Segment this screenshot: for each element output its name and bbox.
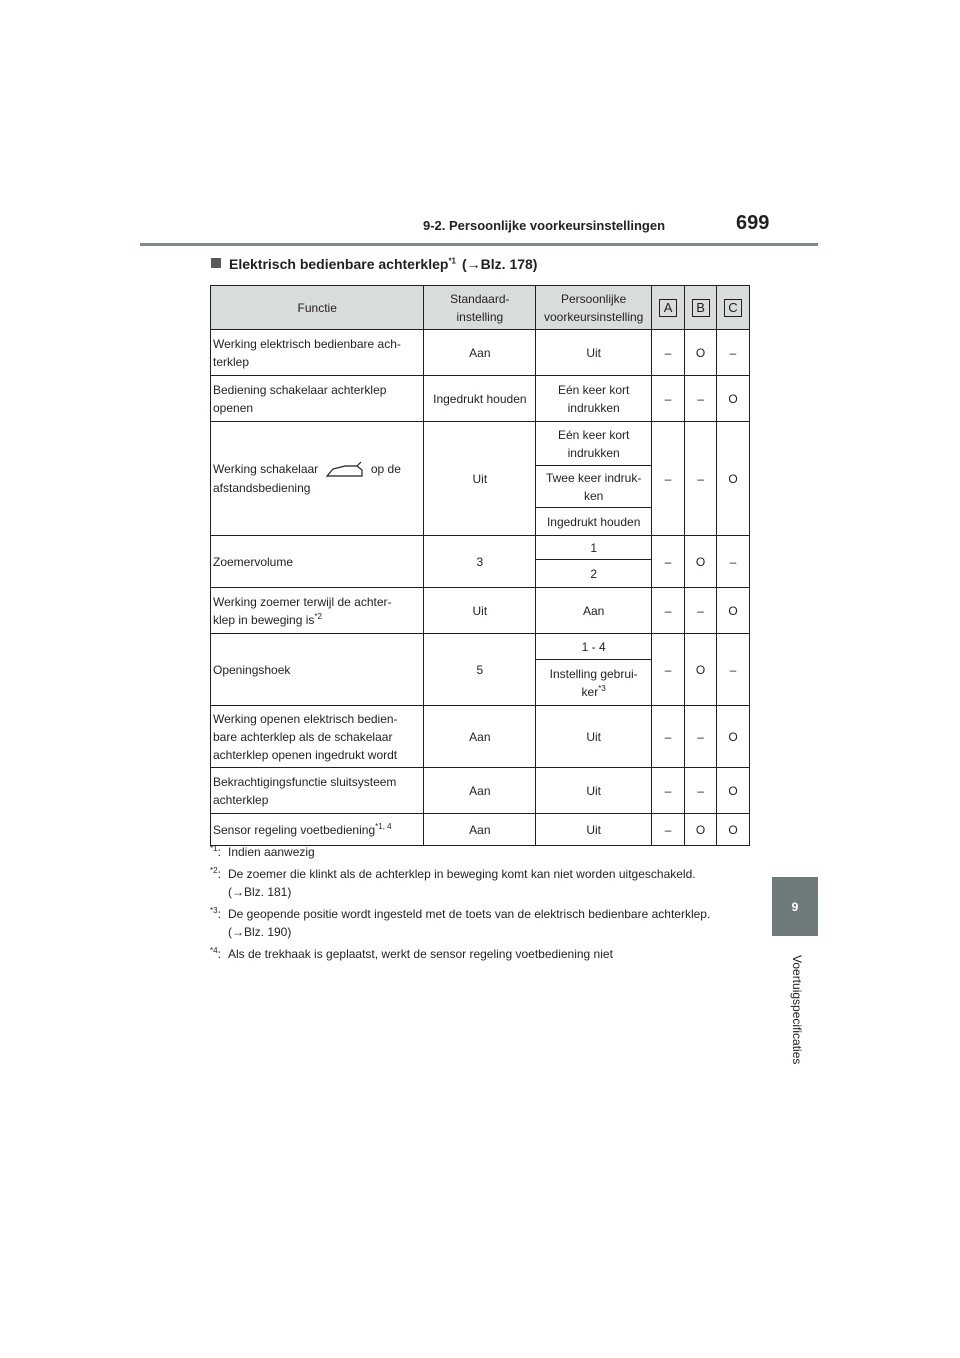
- table-row: [211, 814, 750, 846]
- row-function: [211, 588, 424, 634]
- row-b: –: [685, 422, 717, 536]
- table-header-row: [211, 286, 750, 330]
- row-personal: Uit: [536, 768, 652, 814]
- footnote-text: Als de trekhaak is geplaatst, werkt de sensor regeling voetbediening niet: [228, 947, 613, 961]
- table-row: [211, 634, 750, 660]
- footnote-mark-text: *3: [210, 906, 218, 915]
- row-function: Bekrachtigingsfunctie sluitsysteem achterklep: [211, 768, 424, 814]
- bullet-square-icon: [211, 258, 221, 268]
- row-a: –: [652, 376, 685, 422]
- header-function-label: Functie: [297, 300, 337, 315]
- row-default: Aan: [424, 768, 536, 814]
- header-a: [652, 286, 685, 330]
- footnote-mark: $^{*2}$:: [210, 866, 221, 881]
- row-personal-option-1: 1: [536, 536, 652, 560]
- row-b: O: [685, 814, 717, 846]
- row-default: Ingedrukt houden: [424, 376, 536, 422]
- row-c: O: [717, 814, 750, 846]
- table-row: [211, 706, 750, 768]
- column-b-box: B: [692, 299, 710, 317]
- footnote-mark: $^{*1}$:: [210, 844, 221, 859]
- row-function: Zoemervolume: [211, 536, 424, 588]
- row-function: Openingshoek: [211, 634, 424, 706]
- table-row: [211, 376, 750, 422]
- table-row: [211, 536, 750, 560]
- row-c: –: [717, 634, 750, 706]
- footnote-text: De zoemer die klinkt als de achterklep in beweging komt kan niet worden uitgeschakeld. (→Blz. 181): [228, 867, 696, 899]
- footnote-text: Indien aanwezig: [228, 845, 315, 859]
- section-title-reference[interactable]: (→Blz. 178): [462, 256, 538, 272]
- row-default: Aan: [424, 814, 536, 846]
- row-function-text: Sensor regeling voetbediening: [213, 822, 376, 837]
- footnote: [210, 945, 755, 963]
- row-b: –: [685, 588, 717, 634]
- row-c: O: [717, 422, 750, 536]
- row-default: Aan: [424, 706, 536, 768]
- row-personal-option-3: Ingedrukt houden: [536, 508, 652, 536]
- row-c: O: [717, 706, 750, 768]
- row-default: Uit: [424, 422, 536, 536]
- row-default: 3: [424, 536, 536, 588]
- row-c: –: [717, 330, 750, 376]
- row-personal-option-1: 1 - 4: [536, 634, 652, 660]
- section-title: [211, 256, 537, 272]
- page-number: 699: [736, 212, 770, 234]
- footnote-mark-text: *4: [210, 946, 218, 955]
- row-personal-option-2: [536, 660, 652, 706]
- footnote: [210, 865, 755, 901]
- chapter-label-wrapper: [784, 955, 804, 1075]
- row-function-footnote-mark: *1, 4: [375, 821, 392, 831]
- row-default: Uit: [424, 588, 536, 634]
- chapter-label: Voertuigspecificaties: [790, 955, 804, 1065]
- chapter-tab: 9: [772, 877, 818, 936]
- row-function: [211, 814, 424, 846]
- footnotes: [210, 843, 755, 967]
- row-personal: Uit: [536, 706, 652, 768]
- header-c: [717, 286, 750, 330]
- row-b: –: [685, 376, 717, 422]
- table-row: [211, 768, 750, 814]
- table-row: [211, 330, 750, 376]
- row-a: –: [652, 706, 685, 768]
- row-a: –: [652, 330, 685, 376]
- header-function: [211, 286, 424, 330]
- row-function-post: op de afstandsbediening: [213, 462, 401, 495]
- table-row: [211, 588, 750, 634]
- row-b: –: [685, 706, 717, 768]
- row-function: Werking openen elektrisch bedien- bare achterklep als de schakelaar achterklep openen ingedrukt wordt: [211, 706, 424, 768]
- row-b: O: [685, 330, 717, 376]
- row-function-footnote-mark: *2: [314, 611, 322, 621]
- footnote-mark: $^{*4}$:: [210, 946, 221, 961]
- running-header-section: 9-2. Persoonlijke voorkeursinstellingen: [423, 218, 666, 233]
- row-c: O: [717, 768, 750, 814]
- footnote: [210, 905, 755, 941]
- row-b: O: [685, 634, 717, 706]
- settings-table: [210, 285, 750, 846]
- header-b: [685, 286, 717, 330]
- row-function: Bediening schakelaar achterklep openen: [211, 376, 424, 422]
- footnote-text: De geopende positie wordt ingesteld met de toets van de elektrisch bedienbare achterklep. (→Blz. 190): [228, 907, 711, 939]
- footnote-mark-text: *1: [210, 844, 218, 853]
- row-a: –: [652, 422, 685, 536]
- row-personal-option-2: Twee keer indruk- ken: [536, 466, 652, 508]
- header-default: Standaard- instelling: [424, 286, 536, 330]
- row-a: –: [652, 634, 685, 706]
- section-title-label: Elektrisch bedienbare achterklep: [229, 256, 449, 272]
- footnote-mark: $^{*3}$:: [210, 906, 221, 921]
- row-a: –: [652, 588, 685, 634]
- row-personal: Aan: [536, 588, 652, 634]
- row-personal: Eén keer kort indrukken: [536, 376, 652, 422]
- row-b: O: [685, 536, 717, 588]
- row-function-pre: Werking schakelaar: [213, 462, 319, 477]
- table-row: [211, 422, 750, 466]
- car-tailgate-icon: [325, 461, 365, 479]
- footnote: [210, 843, 755, 861]
- row-personal: Uit: [536, 330, 652, 376]
- header-divider: [140, 243, 818, 246]
- section-title-text: [229, 256, 456, 272]
- footnote-mark-text: *2: [210, 866, 218, 875]
- row-function: Werking elektrisch bedienbare ach- terklep: [211, 330, 424, 376]
- row-c: –: [717, 536, 750, 588]
- row-a: –: [652, 814, 685, 846]
- row-personal: Uit: [536, 814, 652, 846]
- section-title-footnote-mark: *1: [448, 256, 456, 266]
- row-default: Aan: [424, 330, 536, 376]
- row-personal-option-2: 2: [536, 560, 652, 588]
- row-c: O: [717, 376, 750, 422]
- column-a-box: A: [659, 299, 677, 317]
- row-personal-footnote-mark: *3: [598, 683, 606, 693]
- header-personal: Persoonlijke voorkeursinstelling: [536, 286, 652, 330]
- row-personal-option-1: Eén keer kort indrukken: [536, 422, 652, 466]
- row-b: –: [685, 768, 717, 814]
- row-c: O: [717, 588, 750, 634]
- row-function-text: Werking zoemer terwijl de achter- klep in beweging is: [213, 594, 392, 627]
- row-function: [211, 422, 424, 536]
- row-default: 5: [424, 634, 536, 706]
- row-a: –: [652, 536, 685, 588]
- row-a: –: [652, 768, 685, 814]
- row-personal-option-2-text: Instelling gebrui- ker: [549, 666, 638, 699]
- column-c-box: C: [724, 299, 742, 317]
